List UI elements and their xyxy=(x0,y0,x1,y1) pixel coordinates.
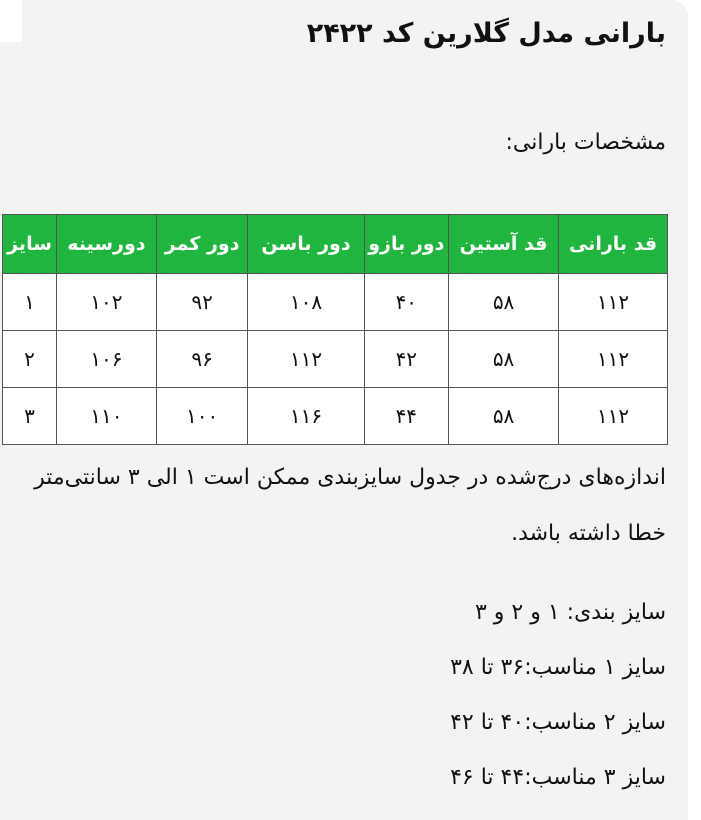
table-row xyxy=(3,331,668,388)
table-cell: ۵۸ xyxy=(449,274,559,331)
header-raincoat-length: قد بارانی xyxy=(559,215,668,274)
table-cell: ۳ xyxy=(3,388,57,445)
table-cell: ۹۲ xyxy=(156,274,248,331)
table-cell: ۲ xyxy=(3,331,57,388)
table-cell: ۱۰۲ xyxy=(57,274,157,331)
table-cell: ۱۰۰ xyxy=(156,388,248,445)
product-title: بارانی مدل گلارین کد ۲۴۲۲ xyxy=(306,18,666,49)
size-range-line: سایز بندی: ۱ و ۲ و ۳ xyxy=(474,600,666,625)
table-cell: ۱۱۶ xyxy=(248,388,364,445)
size-2-fit-line: سایز ۲ مناسب:۴۰ تا ۴۲ xyxy=(450,710,666,735)
table-cell: ۱۱۲ xyxy=(559,274,668,331)
specs-heading: مشخصات بارانی: xyxy=(505,130,666,155)
table-cell: ۱۰۸ xyxy=(248,274,364,331)
header-size: سایز xyxy=(3,215,57,274)
size-table xyxy=(2,214,668,445)
header-sleeve-length: قد آستین xyxy=(449,215,559,274)
table-cell: ۱۱۲ xyxy=(559,331,668,388)
measurement-tolerance-note: اندازه‌های درج‌شده در جدول سایزبندی ممکن است ۱ الی ۳ سانتی‌متر خطا داشته باشد. xyxy=(34,465,666,546)
corner-background xyxy=(0,0,22,42)
table-row xyxy=(3,274,668,331)
table-cell: ۱ xyxy=(3,274,57,331)
table-cell: ۱۱۰ xyxy=(57,388,157,445)
table-cell: ۴۲ xyxy=(364,331,449,388)
header-arm-circumference: دور بازو xyxy=(364,215,449,274)
header-waist-circumference: دور کمر xyxy=(156,215,248,274)
table-cell: ۴۰ xyxy=(364,274,449,331)
table-cell: ۵۸ xyxy=(449,331,559,388)
table-cell: ۵۸ xyxy=(449,388,559,445)
table-cell: ۱۰۶ xyxy=(57,331,157,388)
size-table-header-row xyxy=(3,215,668,274)
size-1-fit-line: سایز ۱ مناسب:۳۶ تا ۳۸ xyxy=(450,655,666,680)
table-cell: ۱۱۲ xyxy=(248,331,364,388)
size-3-fit-line: سایز ۳ مناسب:۴۴ تا ۴۶ xyxy=(450,765,666,790)
header-chest-circumference: دورسینه xyxy=(57,215,157,274)
table-cell: ۹۶ xyxy=(156,331,248,388)
header-hip-circumference: دور باسن xyxy=(248,215,364,274)
table-cell: ۱۱۲ xyxy=(559,388,668,445)
table-cell: ۴۴ xyxy=(364,388,449,445)
table-row xyxy=(3,388,668,445)
